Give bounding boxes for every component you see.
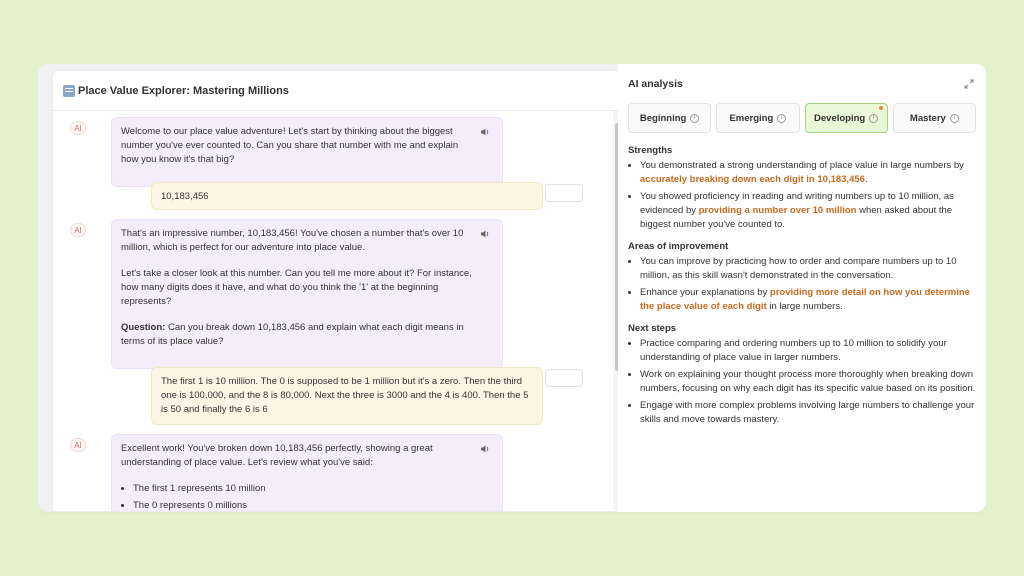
- chat-messages[interactable]: [53, 111, 621, 512]
- info-icon[interactable]: i: [777, 114, 786, 123]
- message-text: That's an impressive number, 10,183,456! You've chosen a number that's over 10 million, which is perfect for our adventure into place value.: [121, 228, 464, 253]
- level-tab-developing[interactable]: [805, 103, 888, 133]
- question-label: Question:: [121, 322, 166, 333]
- analysis-title: AI analysis: [628, 78, 683, 90]
- user-message: [151, 182, 543, 210]
- highlight-text: accurately breaking down each digit in 10,183,456: [640, 174, 865, 185]
- summary-list: [121, 482, 474, 512]
- chat-title: Place Value Explorer: Mastering Millions: [78, 84, 289, 97]
- info-icon[interactable]: i: [950, 114, 959, 123]
- chat-header: [53, 71, 621, 111]
- level-label: Beginning: [639, 112, 687, 124]
- highlight-text: providing a number over 10 million: [698, 205, 857, 216]
- next-step-item: • Practice comparing and ordering numbers up to 10 million to solidify your understanding of place value in larger numbers.: [640, 337, 976, 365]
- level-tab-emerging[interactable]: [716, 103, 799, 133]
- improvement-item: [640, 255, 976, 283]
- message-action-box[interactable]: [545, 369, 583, 387]
- question-body: Can you break down 10,183,456 and explain what each digit means in terms of its place value?: [121, 322, 464, 347]
- message-text: Excellent work! You've broken down 10,183,456 perfectly, showing a great understanding of place value. Let's review what you've said:: [121, 443, 433, 468]
- list-item: • The 0 represents 0 millions: [133, 499, 474, 512]
- level-label: Mastery: [909, 112, 946, 124]
- item-text: Enhance your explanations by: [640, 287, 770, 298]
- strength-item: [640, 190, 976, 232]
- level-tabs: [628, 103, 976, 133]
- strengths-title: Strengths: [628, 145, 673, 156]
- ai-message: [111, 117, 503, 187]
- next-steps-list: [628, 337, 976, 427]
- question-text: [121, 321, 474, 349]
- expand-icon[interactable]: [964, 79, 974, 89]
- message-text: 10,183,456: [161, 191, 209, 202]
- strengths-list: [628, 159, 976, 232]
- info-icon[interactable]: i: [869, 114, 878, 123]
- item-text: .: [864, 174, 868, 185]
- speaker-icon[interactable]: [480, 444, 490, 454]
- active-dot: [879, 106, 883, 110]
- item-text: when asked about the biggest number you've counted to.: [640, 205, 953, 230]
- message-action-box[interactable]: [545, 184, 583, 202]
- highlight-text: providing more detail on how you determine the place value of each digit: [640, 287, 970, 312]
- item-text: You showed proficiency in reading and writing numbers up to 10 million, as evidenced by: [640, 191, 954, 216]
- next-steps-title: Next steps: [628, 323, 677, 334]
- abacus-icon: [63, 85, 75, 97]
- strength-item: [640, 159, 976, 187]
- next-step-item: • Engage with more complex problems involving large numbers to challenge your skills and move towards mastery.: [640, 399, 976, 427]
- ai-message: [111, 434, 503, 512]
- speaker-icon[interactable]: [480, 127, 490, 137]
- improvement-item: [640, 286, 976, 314]
- next-step-item: • Work on explaining your thought process more thoroughly when breaking down numbers, focusing on why each digit has its specific value based on its position.: [640, 368, 976, 396]
- app-window: [38, 64, 986, 512]
- ai-avatar: AI: [70, 223, 86, 237]
- level-tab-beginning[interactable]: [628, 103, 711, 133]
- info-icon[interactable]: i: [690, 114, 699, 123]
- ai-avatar: AI: [70, 438, 86, 452]
- list-item: • The first 1 represents 10 million: [133, 482, 474, 496]
- level-label: Developing: [814, 112, 866, 124]
- item-text: in large numbers.: [766, 301, 843, 312]
- message-text: The first 1 is 10 million. The 0 is supposed to be 1 million but it's a zero. Then the third one is 100,000, and the 8 is 80,000. Next the three is 3000 and the 4 is 400. Then the 5 is 50 and finally the 6 is 6: [161, 376, 529, 415]
- message-text: Welcome to our place value adventure! Let's start by thinking about the biggest number you've ever counted to. Can you share that number with me and explain how you know it's that big?: [121, 126, 459, 165]
- level-label: Emerging: [729, 112, 774, 124]
- level-tab-mastery[interactable]: [893, 103, 976, 133]
- ai-message: [111, 219, 503, 369]
- improvement-title: Areas of improvement: [628, 241, 729, 252]
- item-text: You can improve by practicing how to order and compare numbers up to 10 million, as this skill wasn't demonstrated in the conversation.: [640, 256, 957, 281]
- user-message: [151, 367, 543, 425]
- analysis-panel: [618, 64, 986, 512]
- ai-avatar: AI: [70, 121, 86, 135]
- chat-panel: [52, 70, 622, 512]
- speaker-icon[interactable]: [480, 229, 490, 239]
- improvement-list: [628, 255, 976, 314]
- message-text: Let's take a closer look at this number. Can you tell me more about it? For instance, how many digits does it have, and what do you think the '1' at the beginning represents?: [121, 268, 472, 307]
- item-text: You demonstrated a strong understanding of place value in large numbers by: [640, 160, 964, 171]
